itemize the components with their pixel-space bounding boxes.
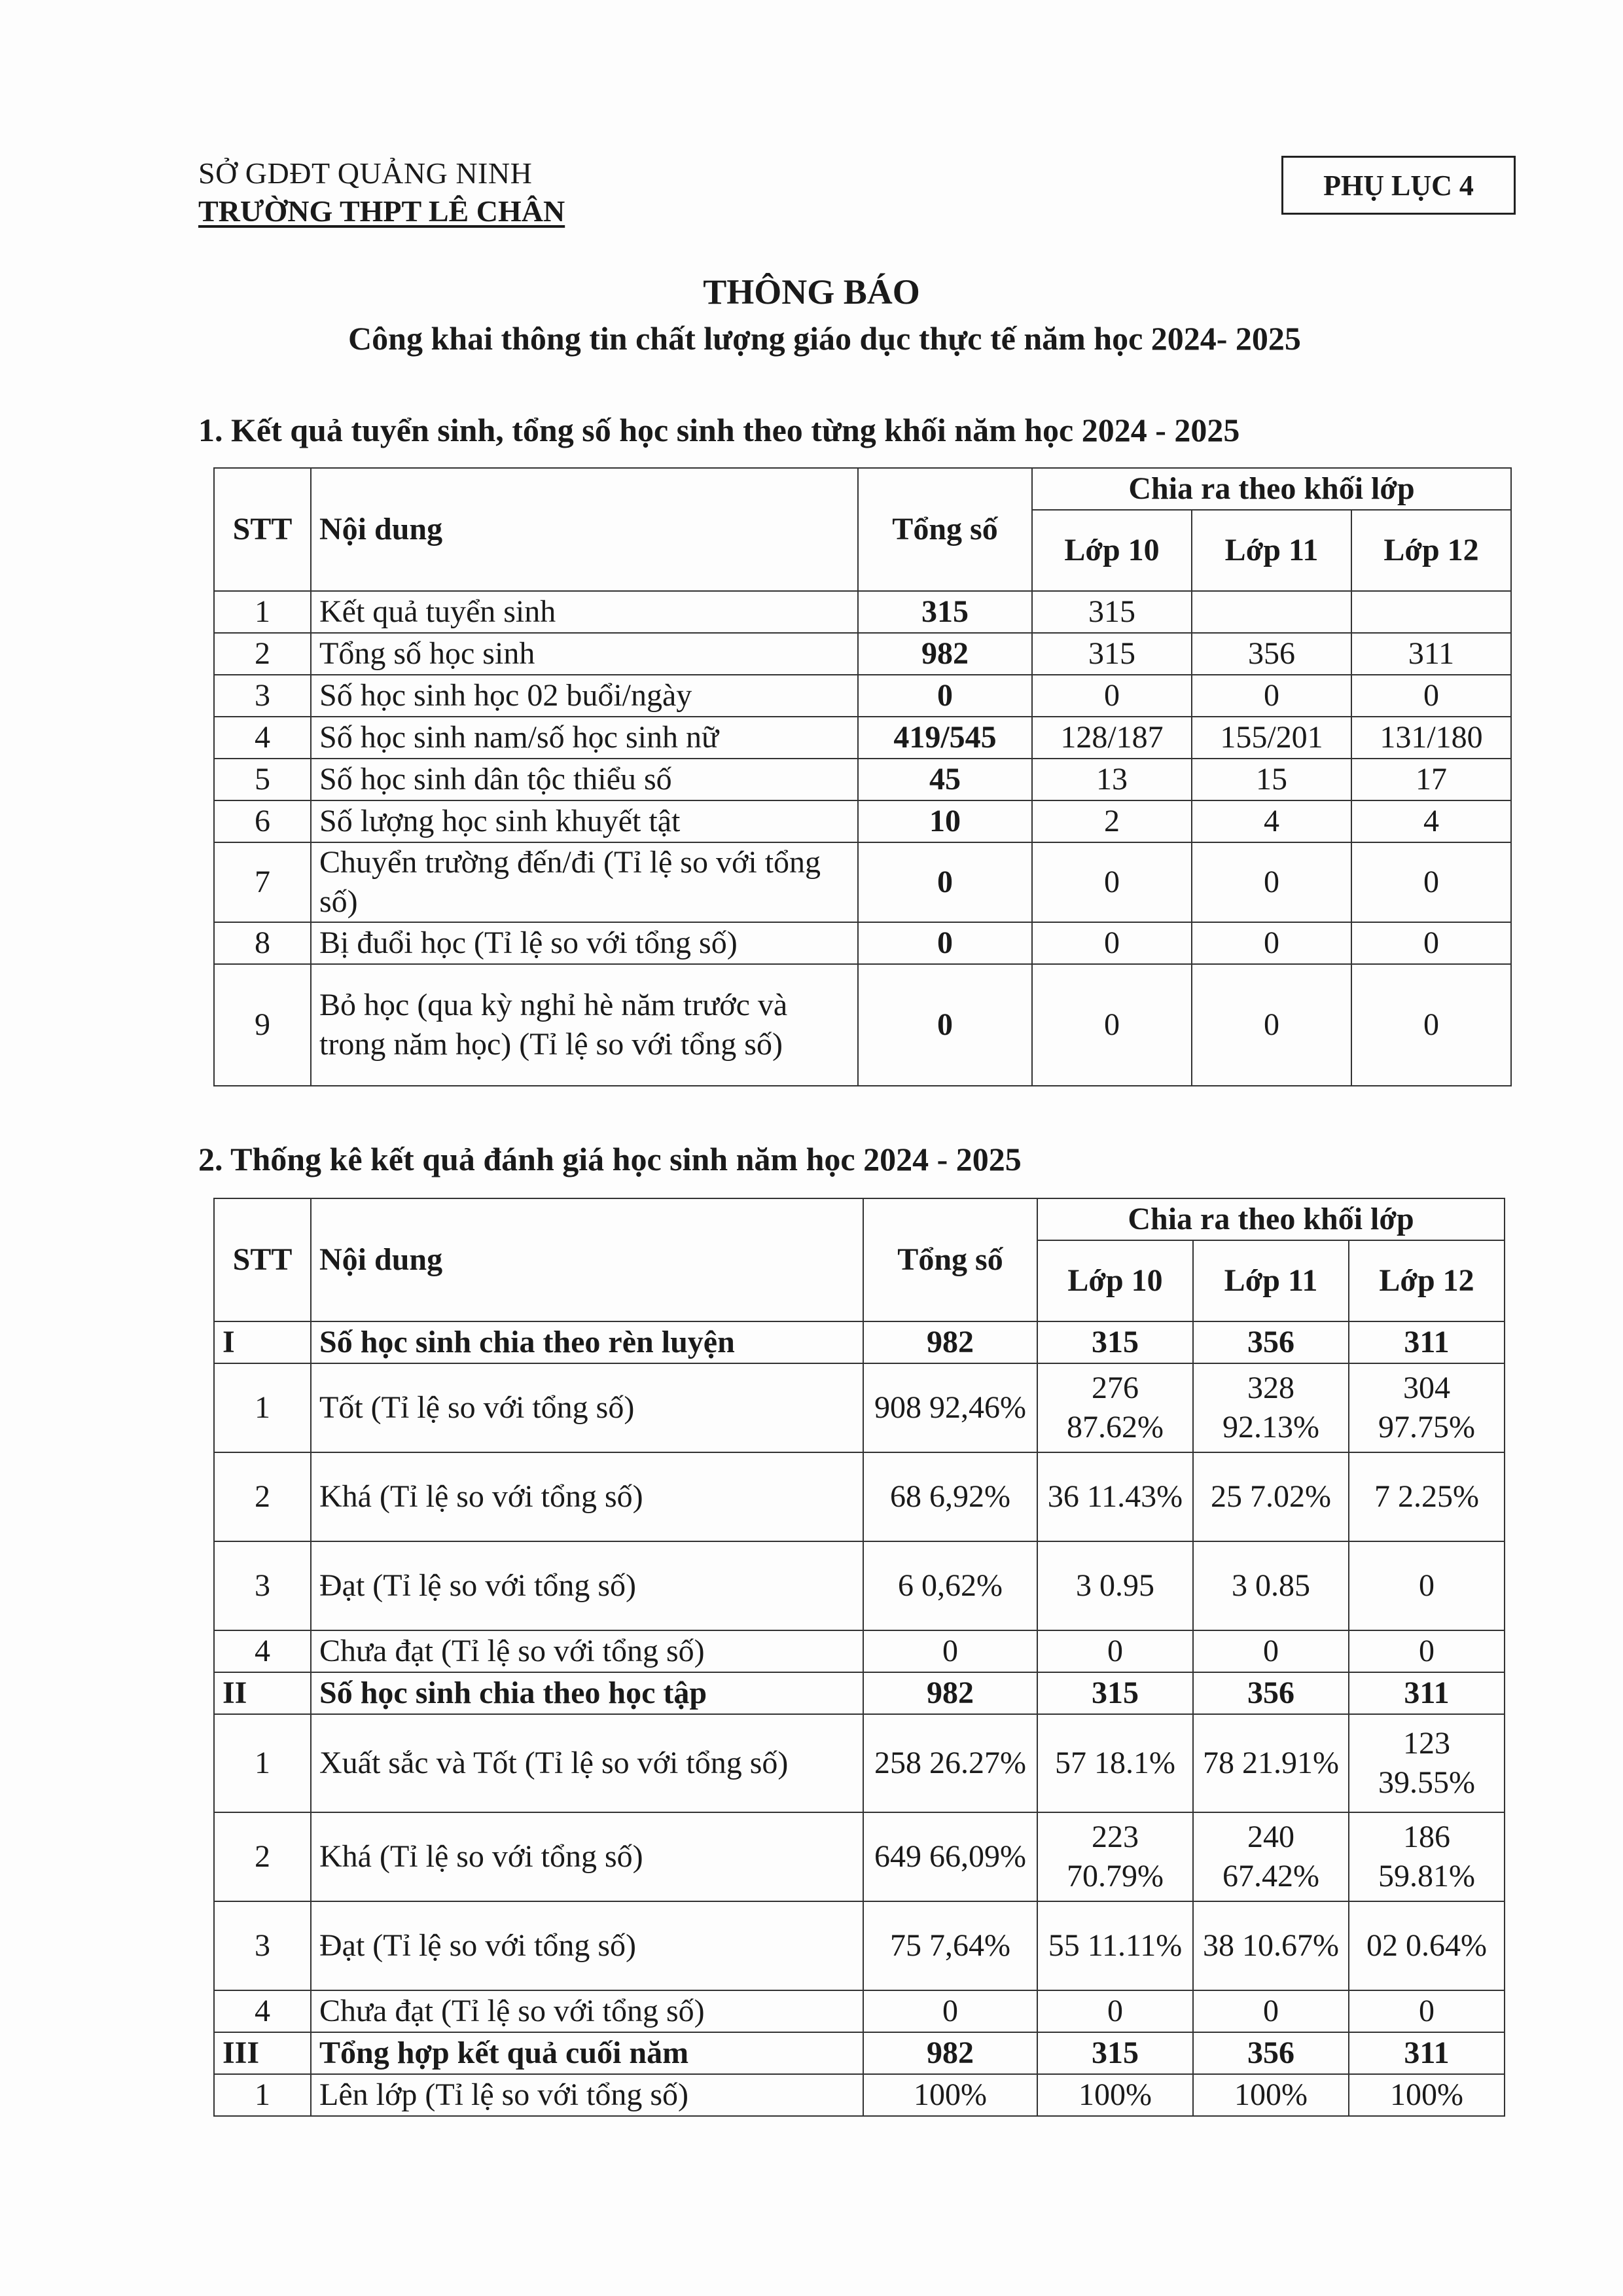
cell-grade11: 356 xyxy=(1193,1672,1349,1714)
org-line-1: SỞ GDĐT QUẢNG NINH xyxy=(198,156,533,190)
cell-grade11: 240 67.42% xyxy=(1193,1812,1349,1901)
cell-total: 419/545 xyxy=(858,717,1032,759)
cell-grade12: 186 59.81% xyxy=(1349,1812,1505,1901)
table-row xyxy=(214,800,1511,842)
table-row xyxy=(214,1901,1505,1990)
cell-grade10: 223 70.79% xyxy=(1037,1812,1193,1901)
cell-grade10: 57 18.1% xyxy=(1037,1714,1193,1812)
cell-stt: 2 xyxy=(214,1452,311,1541)
cell-grade11: 78 21.91% xyxy=(1193,1714,1349,1812)
annex-box xyxy=(1281,156,1516,215)
cell-total: 68 6,92% xyxy=(863,1452,1037,1541)
cell-content: Số học sinh học 02 buổi/ngày xyxy=(311,675,858,717)
cell-total: 6 0,62% xyxy=(863,1541,1037,1630)
cell-grade12: 100% xyxy=(1349,2074,1505,2116)
col-group-header: Chia ra theo khối lớp xyxy=(1032,468,1511,510)
cell-total: 982 xyxy=(863,1321,1037,1363)
cell-stt: 6 xyxy=(214,800,311,842)
cell-grade12 xyxy=(1351,591,1511,633)
cell-grade11: 4 xyxy=(1192,800,1351,842)
cell-grade12: 7 2.25% xyxy=(1349,1452,1505,1541)
cell-grade11: 155/201 xyxy=(1192,717,1351,759)
cell-stt: 5 xyxy=(214,759,311,800)
cell-grade10: 128/187 xyxy=(1032,717,1192,759)
cell-grade12: 0 xyxy=(1349,1630,1505,1672)
cell-content: Chưa đạt (Tỉ lệ so với tổng số) xyxy=(311,1630,863,1672)
table-row xyxy=(214,964,1511,1086)
cell-stt: 2 xyxy=(214,633,311,675)
annex-label: PHỤ LỤC 4 xyxy=(1323,169,1474,202)
cell-content: Khá (Tỉ lệ so với tổng số) xyxy=(311,1812,863,1901)
cell-grade10: 0 xyxy=(1032,922,1192,964)
cell-stt: 2 xyxy=(214,1812,311,1901)
table-row xyxy=(214,633,1511,675)
cell-grade10: 315 xyxy=(1037,1672,1193,1714)
cell-total: 100% xyxy=(863,2074,1037,2116)
cell-grade10: 0 xyxy=(1037,1990,1193,2032)
cell-content: Đạt (Tỉ lệ so với tổng số) xyxy=(311,1541,863,1630)
cell-content: Chuyển trường đến/đi (Tỉ lệ so với tổng số) xyxy=(311,842,858,922)
table-row xyxy=(214,759,1511,800)
cell-grade12: 131/180 xyxy=(1351,717,1511,759)
section1-heading: 1. Kết quả tuyển sinh, tổng số học sinh theo từng khối năm học 2024 - 2025 xyxy=(198,412,1240,448)
cell-grade12: 123 39.55% xyxy=(1349,1714,1505,1812)
cell-content: Bị đuổi học (Tỉ lệ so với tổng số) xyxy=(311,922,858,964)
cell-grade11: 0 xyxy=(1192,842,1351,922)
cell-grade10: 315 xyxy=(1037,1321,1193,1363)
cell-grade10: 2 xyxy=(1032,800,1192,842)
cell-total: 982 xyxy=(858,633,1032,675)
col-group-header: Chia ra theo khối lớp xyxy=(1037,1198,1505,1240)
table-row xyxy=(214,1812,1505,1901)
cell-grade11: 0 xyxy=(1193,1990,1349,2032)
assessment-table xyxy=(213,1198,1505,2117)
cell-grade10: 276 87.62% xyxy=(1037,1363,1193,1452)
cell-grade12: 02 0.64% xyxy=(1349,1901,1505,1990)
cell-content: Tổng hợp kết quả cuối năm xyxy=(311,2032,863,2074)
table-row xyxy=(214,2074,1505,2116)
cell-grade11: 15 xyxy=(1192,759,1351,800)
col-grade12-header: Lớp 12 xyxy=(1351,510,1511,591)
cell-total: 0 xyxy=(858,922,1032,964)
cell-grade12: 17 xyxy=(1351,759,1511,800)
table-row xyxy=(214,842,1511,922)
cell-grade11: 0 xyxy=(1192,675,1351,717)
cell-grade11: 328 92.13% xyxy=(1193,1363,1349,1452)
cell-grade11 xyxy=(1192,591,1351,633)
cell-total: 45 xyxy=(858,759,1032,800)
cell-stt: I xyxy=(214,1321,311,1363)
cell-grade11: 25 7.02% xyxy=(1193,1452,1349,1541)
cell-total: 0 xyxy=(863,1630,1037,1672)
org-line-2: TRƯỜNG THPT LÊ CHÂN xyxy=(198,194,565,228)
col-total-header: Tổng số xyxy=(858,468,1032,591)
enrollment-table xyxy=(213,467,1512,1086)
cell-grade12: 311 xyxy=(1349,1321,1505,1363)
cell-content: Số học sinh chia theo học tập xyxy=(311,1672,863,1714)
table-row xyxy=(214,717,1511,759)
cell-grade10: 3 0.95 xyxy=(1037,1541,1193,1630)
cell-content: Tốt (Tỉ lệ so với tổng số) xyxy=(311,1363,863,1452)
col-stt-header: STT xyxy=(214,468,311,591)
cell-total: 0 xyxy=(858,675,1032,717)
cell-content: Bỏ học (qua kỳ nghỉ hè năm trước và trong năm học) (Tỉ lệ so với tổng số) xyxy=(311,964,858,1086)
cell-stt: 3 xyxy=(214,1901,311,1990)
cell-grade11: 356 xyxy=(1192,633,1351,675)
table-row xyxy=(214,1990,1505,2032)
cell-grade11: 100% xyxy=(1193,2074,1349,2116)
cell-grade11: 38 10.67% xyxy=(1193,1901,1349,1990)
cell-grade11: 0 xyxy=(1192,922,1351,964)
cell-grade10: 0 xyxy=(1032,964,1192,1086)
cell-total: 315 xyxy=(858,591,1032,633)
cell-grade12: 0 xyxy=(1351,675,1511,717)
cell-grade12: 0 xyxy=(1349,1541,1505,1630)
table-row xyxy=(214,1452,1505,1541)
col-grade11-header: Lớp 11 xyxy=(1193,1240,1349,1321)
cell-grade12: 0 xyxy=(1351,964,1511,1086)
cell-total: 982 xyxy=(863,2032,1037,2074)
cell-stt: 1 xyxy=(214,1714,311,1812)
cell-content: Tổng số học sinh xyxy=(311,633,858,675)
cell-grade12: 0 xyxy=(1351,842,1511,922)
cell-stt: 3 xyxy=(214,675,311,717)
cell-grade12: 0 xyxy=(1349,1990,1505,2032)
col-stt-header: STT xyxy=(214,1198,311,1321)
cell-total: 0 xyxy=(858,964,1032,1086)
table-row xyxy=(214,675,1511,717)
table-row xyxy=(214,1541,1505,1630)
cell-total: 0 xyxy=(858,842,1032,922)
cell-grade10: 0 xyxy=(1032,675,1192,717)
cell-stt: II xyxy=(214,1672,311,1714)
table-row xyxy=(214,1714,1505,1812)
cell-grade10: 55 11.11% xyxy=(1037,1901,1193,1990)
table-row xyxy=(214,922,1511,964)
cell-grade10: 100% xyxy=(1037,2074,1193,2116)
page-title: THÔNG BÁO xyxy=(703,272,920,312)
cell-content: Số học sinh dân tộc thiểu số xyxy=(311,759,858,800)
table-row xyxy=(214,2032,1505,2074)
cell-grade12: 0 xyxy=(1351,922,1511,964)
col-grade10-header: Lớp 10 xyxy=(1032,510,1192,591)
col-grade11-header: Lớp 11 xyxy=(1192,510,1351,591)
col-content-header: Nội dung xyxy=(311,468,858,591)
cell-grade11: 356 xyxy=(1193,2032,1349,2074)
table-row xyxy=(214,1672,1505,1714)
cell-content: Chưa đạt (Tỉ lệ so với tổng số) xyxy=(311,1990,863,2032)
cell-grade11: 3 0.85 xyxy=(1193,1541,1349,1630)
cell-stt: 3 xyxy=(214,1541,311,1630)
cell-stt: 1 xyxy=(214,591,311,633)
cell-content: Xuất sắc và Tốt (Tỉ lệ so với tổng số) xyxy=(311,1714,863,1812)
cell-grade10: 315 xyxy=(1037,2032,1193,2074)
cell-stt: 4 xyxy=(214,1630,311,1672)
table-row xyxy=(214,1321,1505,1363)
cell-grade12: 311 xyxy=(1349,1672,1505,1714)
cell-grade10: 13 xyxy=(1032,759,1192,800)
col-grade12-header: Lớp 12 xyxy=(1349,1240,1505,1321)
cell-total: 649 66,09% xyxy=(863,1812,1037,1901)
table-row xyxy=(214,1630,1505,1672)
cell-grade10: 315 xyxy=(1032,633,1192,675)
col-content-header: Nội dung xyxy=(311,1198,863,1321)
cell-stt: 7 xyxy=(214,842,311,922)
cell-content: Số lượng học sinh khuyết tật xyxy=(311,800,858,842)
cell-content: Kết quả tuyển sinh xyxy=(311,591,858,633)
cell-content: Số học sinh nam/số học sinh nữ xyxy=(311,717,858,759)
cell-stt: 1 xyxy=(214,2074,311,2116)
section2-heading: 2. Thống kê kết quả đánh giá học sinh năm học 2024 - 2025 xyxy=(198,1141,1022,1177)
cell-grade10: 36 11.43% xyxy=(1037,1452,1193,1541)
cell-stt: 4 xyxy=(214,1990,311,2032)
cell-grade10: 0 xyxy=(1032,842,1192,922)
table-row xyxy=(214,1363,1505,1452)
cell-total: 258 26.27% xyxy=(863,1714,1037,1812)
cell-grade10: 0 xyxy=(1037,1630,1193,1672)
page-subtitle: Công khai thông tin chất lượng giáo dục thực tế năm học 2024- 2025 xyxy=(348,320,1301,357)
cell-content: Số học sinh chia theo rèn luyện xyxy=(311,1321,863,1363)
cell-grade11: 0 xyxy=(1192,964,1351,1086)
cell-grade12: 304 97.75% xyxy=(1349,1363,1505,1452)
cell-stt: 1 xyxy=(214,1363,311,1452)
cell-content: Đạt (Tỉ lệ so với tổng số) xyxy=(311,1901,863,1990)
table-row xyxy=(214,591,1511,633)
col-grade10-header: Lớp 10 xyxy=(1037,1240,1193,1321)
cell-grade12: 311 xyxy=(1349,2032,1505,2074)
cell-total: 908 92,46% xyxy=(863,1363,1037,1452)
cell-stt: 8 xyxy=(214,922,311,964)
cell-total: 0 xyxy=(863,1990,1037,2032)
cell-grade12: 311 xyxy=(1351,633,1511,675)
cell-total: 75 7,64% xyxy=(863,1901,1037,1990)
cell-grade12: 4 xyxy=(1351,800,1511,842)
cell-grade10: 315 xyxy=(1032,591,1192,633)
cell-total: 982 xyxy=(863,1672,1037,1714)
cell-grade11: 356 xyxy=(1193,1321,1349,1363)
cell-stt: III xyxy=(214,2032,311,2074)
cell-content: Khá (Tỉ lệ so với tổng số) xyxy=(311,1452,863,1541)
cell-total: 10 xyxy=(858,800,1032,842)
cell-content: Lên lớp (Tỉ lệ so với tổng số) xyxy=(311,2074,863,2116)
cell-grade11: 0 xyxy=(1193,1630,1349,1672)
cell-stt: 9 xyxy=(214,964,311,1086)
col-total-header: Tổng số xyxy=(863,1198,1037,1321)
cell-stt: 4 xyxy=(214,717,311,759)
